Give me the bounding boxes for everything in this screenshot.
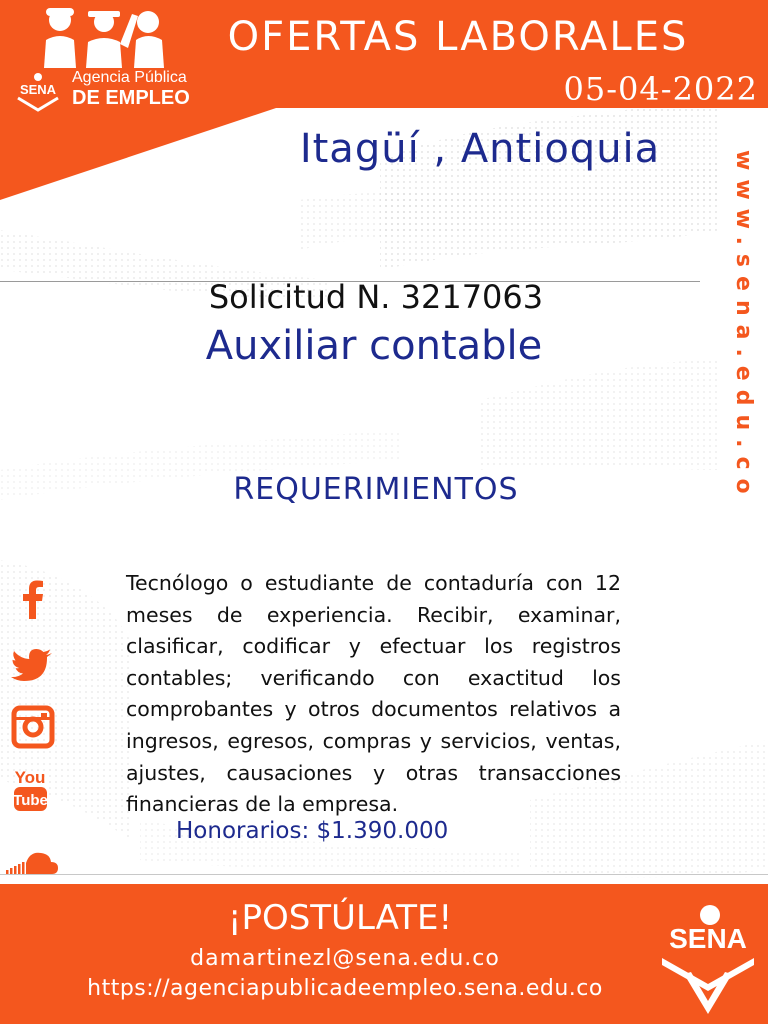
requirements-heading: REQUERIMIENTOS (233, 472, 519, 507)
request-number: Solicitud N. 3217063 (208, 278, 544, 316)
fee-text: Honorarios: $1.390.000 (176, 818, 449, 844)
page-title: OFERTAS LABORALES (227, 14, 689, 60)
soundcloud-icon[interactable] (6, 837, 62, 887)
requirements-description: Tecnólogo o estudiante de contaduría con 12 meses de experiencia. Recibir, examinar, clasificar, codificar y efectuar los registros contables; verificando con exactitud los comprobantes y otros documentos relativos a ingresos, egresos, compras y servicios, ventas, ajustes, causaciones y otras transacciones financieras de la empresa. (126, 571, 621, 817)
twitter-icon[interactable] (6, 639, 62, 689)
agency-name (72, 70, 190, 108)
instagram-icon[interactable] (6, 703, 62, 753)
people-illustration-icon (40, 6, 170, 68)
location-text: Itagüí , Antioquia (299, 126, 661, 172)
vertical-website-text: www.sena.edu.co (731, 150, 756, 503)
youtube-word-top: You (14, 768, 46, 787)
sena-wordmark: SENA (669, 923, 747, 954)
youtube-icon[interactable] (6, 765, 62, 821)
publication-date: 05-04-2022 (563, 70, 758, 108)
sena-small-wordmark: SENA (19, 82, 57, 97)
job-title: Auxiliar contable (205, 323, 543, 369)
sena-logo-small-icon (10, 72, 66, 112)
agency-line-2: DE EMPLEO (72, 87, 190, 109)
agency-website-link[interactable]: https://agenciapublicadeempleo.sena.edu.co (87, 976, 603, 1001)
agency-line-1: Agencia Pública (72, 69, 187, 86)
sena-logo-icon (656, 902, 760, 1016)
apply-call-to-action: ¡POSTÚLATE! (227, 898, 453, 938)
contact-email-link[interactable]: damartinezl@sena.edu.co (190, 946, 500, 971)
facebook-icon[interactable] (6, 575, 62, 625)
footer-divider (0, 874, 768, 875)
youtube-word-bottom: Tube (13, 792, 48, 809)
